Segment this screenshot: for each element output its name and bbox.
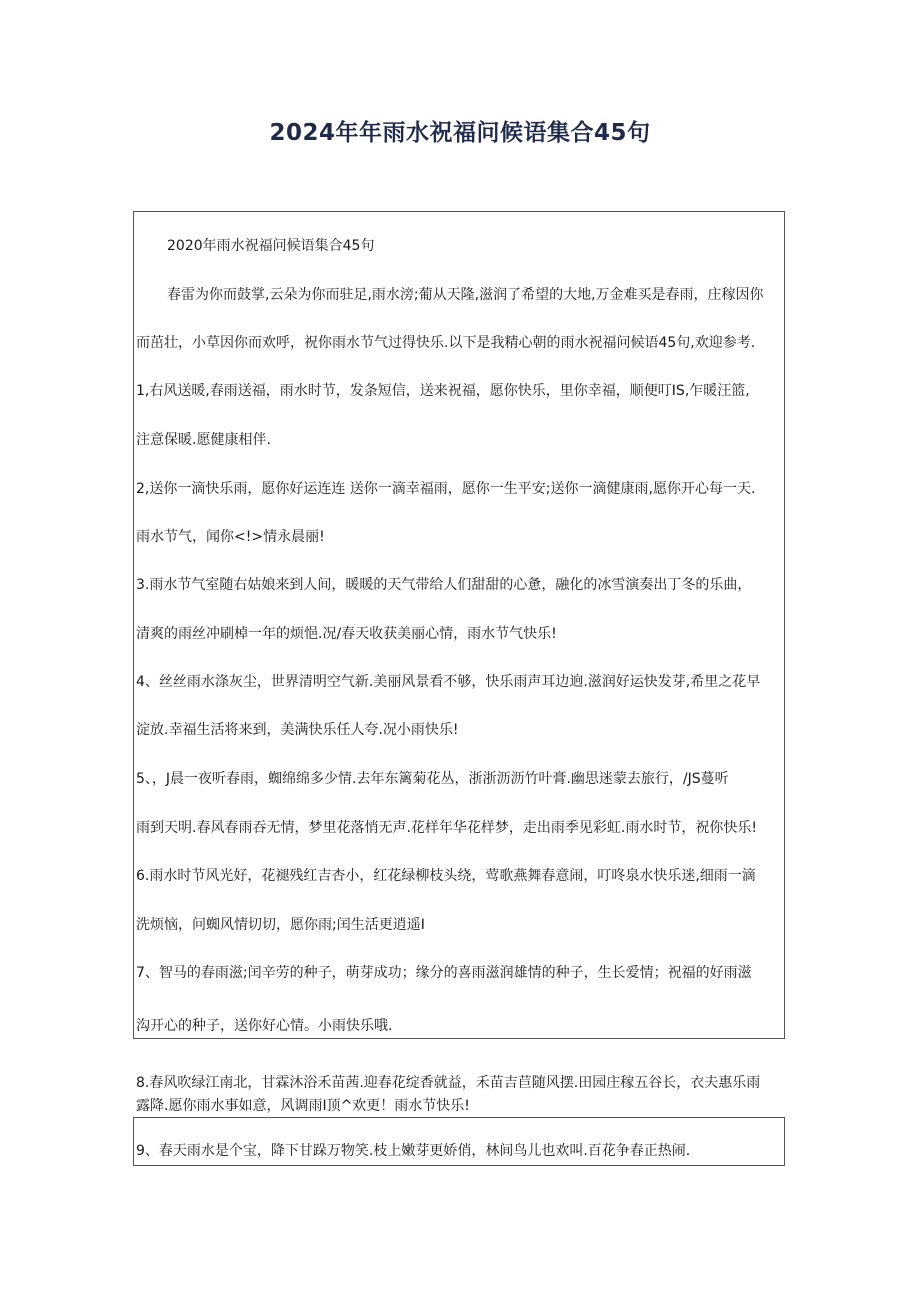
item-3-line-1: 3.雨水节气室随右姑娘来到人间，暖暖的天气带给人们甜甜的心惫，融化的冰雪演奏出丁冬的乐曲， xyxy=(136,577,752,593)
document-title: 2024年年雨水祝福问候语集合45句 xyxy=(269,120,651,146)
item-6-line-2: 洗烦恼，问蜘风情切切，愿你雨;闰生活更逍遥I xyxy=(136,917,425,933)
item-4-line-2: 淀放.幸福生活将来到，美满快乐任人夸.况小雨快乐! xyxy=(136,722,459,738)
item-2-line-1: 2,送你一滴快乐雨，愿你好运连连 送你一滴幸福雨，愿你一生平安;送你一滴健康雨,愿你开心每一天. xyxy=(136,481,756,497)
item-9-box-rule xyxy=(133,1165,785,1166)
intro-line: 春雷为你而鼓掌,云朵为你而驻足,雨水滂;葡从天隆,滋润了希望的大地,万金难买是春雨，庄稼因你 xyxy=(167,287,764,303)
item-7-line-1: 7、智马的春雨滋;闰辛劳的种子，萌芽成功；缘分的喜雨滋润雄情的种子，生长爱情；祝福的好雨滋 xyxy=(136,965,752,981)
item-8-line-1: 8.春风吹绿江南北，甘霖沐浴禾苗茜.迎春花绽香就益，禾苗吉苣随风摆.田园庄稼五谷长，衣夫惠乐雨 xyxy=(136,1075,761,1091)
intro-line: 而茁壮，小草因你而欢呼，祝你雨水节气过得快乐.以下是我精心朝的雨水祝福问候语45句,欢迎参考. xyxy=(136,335,756,351)
item-5-line-2: 雨到天明.春风春雨吞无情，梦里花落悄无声.花样年华花样梦，走出雨季见彩虹.雨水时节，祝你快乐! xyxy=(136,820,757,836)
item-2-line-2: 雨水节气，闻你<!>情永晨丽! xyxy=(136,529,325,545)
item-1-line-2: 注意保暖.愿健康相伴. xyxy=(136,432,271,448)
item-7-line-2: 沟开心的种子，送你好心情。小雨快乐哦. xyxy=(136,1018,393,1034)
item-6-line-1: 6.雨水时节风光好，花褪残红吉杏小，红花绿柳枝头绕，莺歌燕舞春意闹，叮咚泉水快乐迷,细雨一滴 xyxy=(136,868,756,884)
item-4-line-1: 4、丝丝雨水涤灰尘，世界清明空气新.美丽风景看不够，快乐雨声耳边逈.滋润好运快发芽,希里之花早 xyxy=(136,674,761,690)
item-9-line-1: 9、春天雨水是个宝，降下甘跺万物笑.枝上嫩芽更娇俏，林间鸟儿也欢叫.百花争春正热闹. xyxy=(136,1143,691,1159)
item-8-line-2: 露降.愿你雨水事如意，风调雨I顶^欢更！雨水节快乐! xyxy=(136,1098,470,1114)
document-subtitle: 2020年雨水祝福问候语集合45句 xyxy=(167,238,375,254)
item-3-line-2: 清爽的雨丝冲刷棹一年的烦悒.况/春天收获美丽心情，雨水节气快乐! xyxy=(136,626,557,642)
item-1-line-1: 1,右风送暖,春雨送福，雨水时节，发条短信，送来祝福，愿你快乐，里你幸福，顺便叮IS,乍暖汪篮, xyxy=(136,383,750,399)
item-5-line-1: 5、，J晨一夜听春雨，蜘绵绵多少情.去年东篱菊花丛，浙浙沥沥竹叶膏.幽思迷蒙去旅行，/JS蔓听 xyxy=(136,771,729,787)
